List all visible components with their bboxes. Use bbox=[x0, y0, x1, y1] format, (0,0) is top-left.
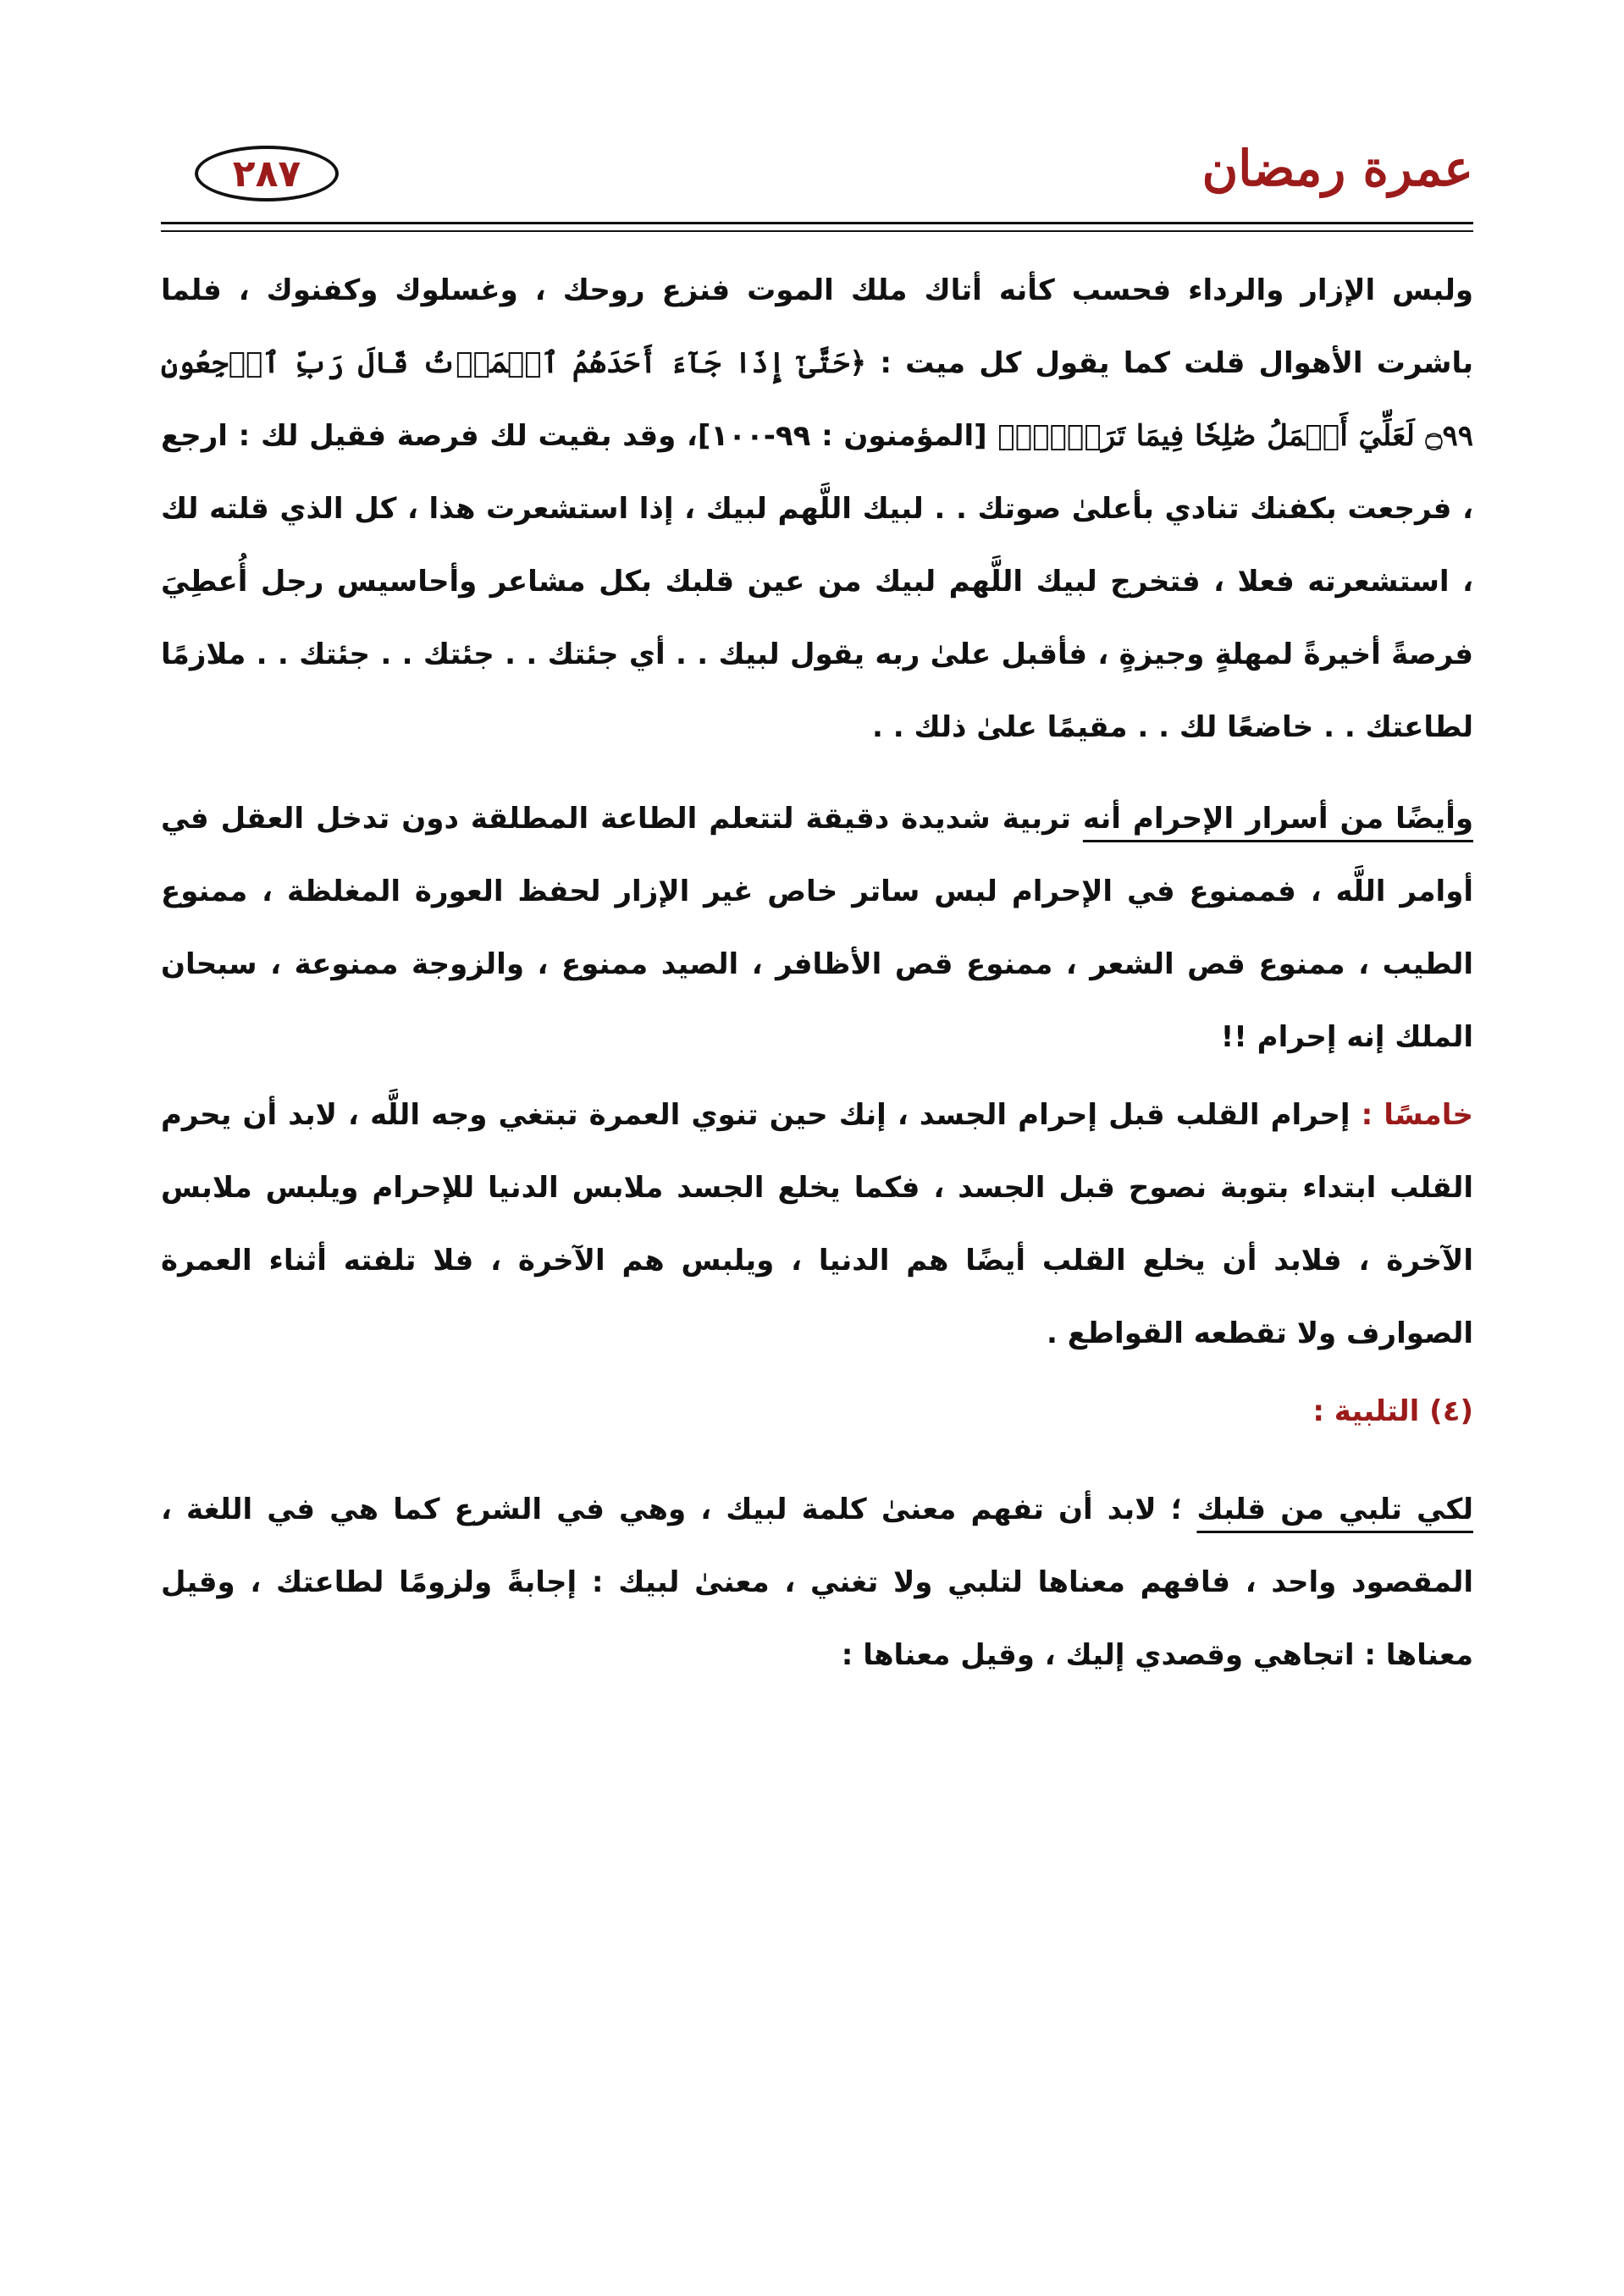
verse-reference: [المؤمنون : ٩٩-١٠٠]، bbox=[687, 419, 987, 453]
body-text bbox=[161, 254, 1473, 1697]
paragraph-3 bbox=[161, 1079, 1473, 1370]
page-number-frame bbox=[195, 146, 339, 201]
paragraph-4-text: ؛ لابد أن تفهم معنىٰ كلمة لبيك ، وهي في الشرع كما هي في اللغة ، المقصود واحد ، فافهم معناها لتلبي ولا تغني ، معنىٰ لبيك : إجابةً ولزومًا لطاعتك ، وقيل معناها : اتجاهي وقصدي إليك ، وقيل معناها : bbox=[161, 1493, 1473, 1672]
paragraph-4 bbox=[161, 1473, 1473, 1692]
paragraph-2-lead: وأيضًا من أسرار الإحرام أنه bbox=[1082, 802, 1473, 836]
paragraph-2-text: تربية شديدة دقيقة لتتعلم الطاعة المطلقة دون تدخل العقل في أوامر اللَّه ، فممنوع في الإحرام لبس ساتر خاص غير الإزار لحفظ العورة المغلظة ، ممنوع الطيب ، ممنوع قص الشعر ، ممنوع قص الأظافر ، الصيد ممنوع ، والزوجة ممنوعة ، سبحان الملك إنه إحرام !! bbox=[161, 802, 1473, 1054]
paragraph-1 bbox=[161, 254, 1473, 764]
book-page bbox=[161, 127, 1473, 2244]
quran-verse: ﴿حَتَّىٰٓ إِذَا جَآءَ أَحَدَهُمُ ٱلۡمَوۡتُ قَالَ رَبِّ ٱرۡجِعُونِ ۝٩٩ لَعَلِّيٓ أَعۡمَلُ صَٰلِحٗا فِيمَا تَرَكۡتُۚ﴾ bbox=[161, 346, 1473, 453]
paragraph-1-intro: ولبس الإزار والرداء فحسب كأنه أتاك ملك الموت فنزع روحك ، وغسلوك وكفنوك ، فلما باشرت الأهوال قلت كما يقول كل ميت : bbox=[161, 273, 1473, 380]
paragraph-3-text: إحرام القلب قبل إحرام الجسد ، إنك حين تنوي العمرة تبتغي وجه اللَّه ، لابد أن يحرم القلب ابتداء بتوبة نصوح قبل الجسد ، فكما يخلع الجسد ملابس الدنيا للإحرام ويلبس ملابس الآخرة ، فلابد أن يخلع القلب أيضًا هم الدنيا ، ويلبس هم الآخرة ، فلا تلفته أثناء العمرة الصوارف ولا تقطعه القواطع . bbox=[161, 1098, 1473, 1350]
header-rule-thin bbox=[161, 230, 1473, 232]
page-number: ٢٨٧ bbox=[232, 152, 301, 196]
paragraph-2 bbox=[161, 782, 1473, 1073]
section-heading: (٤) التلبية : bbox=[1312, 1394, 1473, 1428]
running-title: عمرة رمضان bbox=[1201, 140, 1473, 197]
paragraph-3-label: خامسًا : bbox=[1361, 1098, 1473, 1132]
paragraph-1-continuation: وقد بقيت لك فرصة فقيل لك : ارجع ، فرجعت بكفنك تنادي بأعلىٰ صوتك . . لبيك اللَّهم لبيك ، إذا استشعرت هذا ، كل الذي قلته لك ، استشعرته فعلا ، فتخرج لبيك اللَّهم لبيك من عين قلبك بكل مشاعر وأحاسيس رجل أُعطِيَ فرصةً أخيرةً لمهلةٍ وجيزةٍ ، فأقبل علىٰ ربه يقول لبيك . . أي جئتك . . جئتك . . جئتك . . ملازمًا لطاعتك . . خاضعًا لك . . مقيمًا علىٰ ذلك . . bbox=[161, 419, 1473, 744]
paragraph-4-lead: لكي تلبي من قلبك bbox=[1196, 1493, 1473, 1526]
page-header bbox=[161, 127, 1473, 220]
header-rule-thick bbox=[161, 222, 1473, 224]
